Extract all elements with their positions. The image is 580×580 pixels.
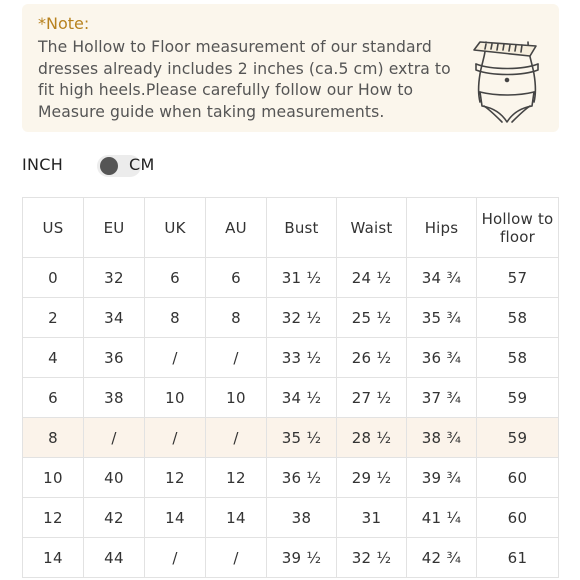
- table-cell: 57: [477, 258, 559, 298]
- table-cell: 31 ½: [267, 258, 337, 298]
- table-cell: 37 ¾: [407, 378, 477, 418]
- table-cell: 35 ¾: [407, 298, 477, 338]
- table-cell: /: [206, 418, 267, 458]
- table-cell: 59: [477, 418, 559, 458]
- table-cell: 34 ¾: [407, 258, 477, 298]
- table-cell: 33 ½: [267, 338, 337, 378]
- note-title: *Note:: [38, 14, 90, 33]
- table-cell: 44: [84, 538, 145, 578]
- header-hips: Hips: [407, 198, 477, 258]
- table-cell: 14: [23, 538, 84, 578]
- unit-label-inch[interactable]: INCH: [22, 155, 64, 174]
- table-cell: 8: [206, 298, 267, 338]
- table-cell: 34: [84, 298, 145, 338]
- table-cell: 4: [23, 338, 84, 378]
- table-cell: 39 ¾: [407, 458, 477, 498]
- toggle-knob: [100, 157, 118, 175]
- table-cell: 8: [145, 298, 206, 338]
- table-row: [23, 498, 559, 538]
- table-cell: 36 ½: [267, 458, 337, 498]
- header-us: US: [23, 198, 84, 258]
- header-bust: Bust: [267, 198, 337, 258]
- measuring-tape-hips-icon: [472, 40, 542, 124]
- table-cell: 60: [477, 458, 559, 498]
- table-cell: 14: [206, 498, 267, 538]
- table-header-row: [23, 198, 559, 258]
- table-cell: /: [145, 418, 206, 458]
- table-cell: 61: [477, 538, 559, 578]
- table-cell: 38 ¾: [407, 418, 477, 458]
- table-cell: 32 ½: [267, 298, 337, 338]
- table-cell: /: [206, 538, 267, 578]
- table-cell: /: [145, 338, 206, 378]
- table-cell: 2: [23, 298, 84, 338]
- table-cell: 14: [145, 498, 206, 538]
- table-cell: 6: [145, 258, 206, 298]
- table-cell: 36: [84, 338, 145, 378]
- table-cell: 32 ½: [337, 538, 407, 578]
- table-cell: 41 ¼: [407, 498, 477, 538]
- table-row: [23, 538, 559, 578]
- table-cell: 12: [206, 458, 267, 498]
- table-cell: 28 ½: [337, 418, 407, 458]
- table-cell: 42: [84, 498, 145, 538]
- table-cell: 58: [477, 298, 559, 338]
- table-body: [23, 258, 559, 578]
- table-cell: 35 ½: [267, 418, 337, 458]
- note-text: The Hollow to Floor measurement of our standard dresses already includes 2 inches (ca.5 cm) extra to fit high heels.Please carefully follow our How to Measure guide when taking measurements.: [38, 38, 451, 121]
- table-cell: 25 ½: [337, 298, 407, 338]
- header-eu: EU: [84, 198, 145, 258]
- header-uk: UK: [145, 198, 206, 258]
- table-row: [23, 258, 559, 298]
- table-cell: 10: [145, 378, 206, 418]
- header-au: AU: [206, 198, 267, 258]
- table-cell: 32: [84, 258, 145, 298]
- table-cell: 12: [23, 498, 84, 538]
- table-cell: 40: [84, 458, 145, 498]
- table-cell: 29 ½: [337, 458, 407, 498]
- table-row: [23, 298, 559, 338]
- table-cell: 38: [267, 498, 337, 538]
- table-row: [23, 458, 559, 498]
- header-waist: Waist: [337, 198, 407, 258]
- table-cell: 31: [337, 498, 407, 538]
- table-cell: 26 ½: [337, 338, 407, 378]
- table-cell: 38: [84, 378, 145, 418]
- table-cell: 36 ¾: [407, 338, 477, 378]
- table-cell: /: [206, 338, 267, 378]
- table-cell: 34 ½: [267, 378, 337, 418]
- table-cell: 59: [477, 378, 559, 418]
- table-cell: 39 ½: [267, 538, 337, 578]
- table-cell: 8: [23, 418, 84, 458]
- table-cell: 12: [145, 458, 206, 498]
- table-cell: 27 ½: [337, 378, 407, 418]
- table-cell: /: [84, 418, 145, 458]
- table-cell: 24 ½: [337, 258, 407, 298]
- table-cell: 6: [23, 378, 84, 418]
- table-row: [23, 378, 559, 418]
- table-cell: 42 ¾: [407, 538, 477, 578]
- table-row: [23, 418, 559, 458]
- unit-toggle-row: [22, 154, 222, 178]
- unit-label-cm[interactable]: CM: [129, 155, 155, 174]
- table-cell: 10: [23, 458, 84, 498]
- table-cell: 10: [206, 378, 267, 418]
- table-cell: 0: [23, 258, 84, 298]
- note-box: [22, 4, 559, 132]
- table-cell: 6: [206, 258, 267, 298]
- header-hollow-to-floor: Hollow to floor: [477, 198, 559, 258]
- size-chart-table: [22, 197, 559, 578]
- table-cell: 58: [477, 338, 559, 378]
- table-cell: /: [145, 538, 206, 578]
- table-cell: 60: [477, 498, 559, 538]
- table-row: [23, 338, 559, 378]
